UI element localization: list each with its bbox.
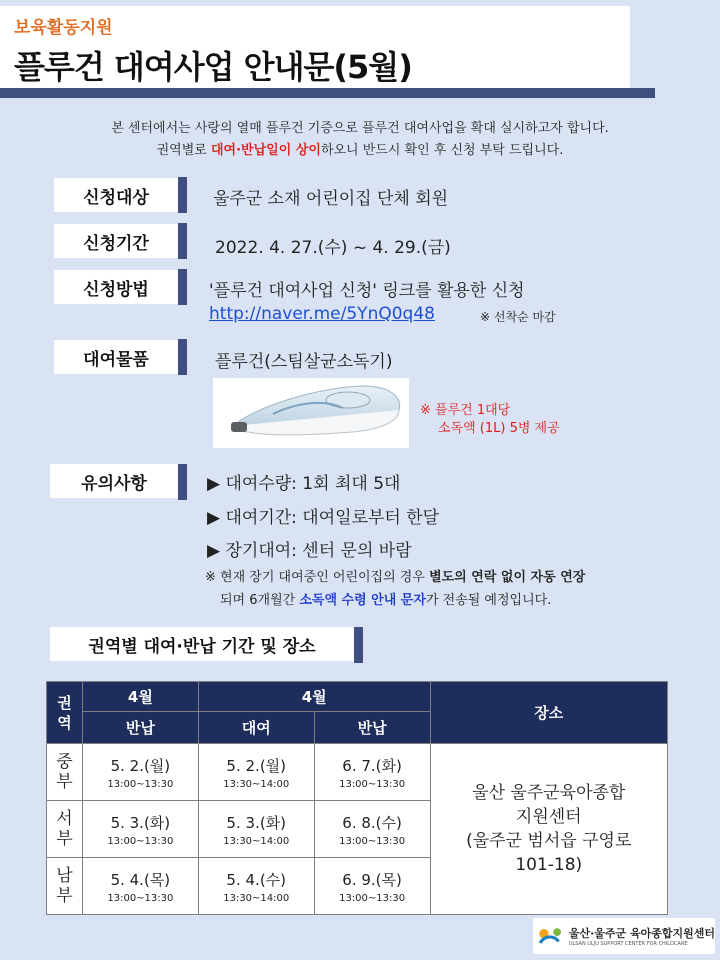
method-value: '플루건 대여사업 신청' 링크를 활용한 신청 [209,281,525,301]
method-label-bar [178,269,187,305]
apply-link[interactable]: http://naver.me/5YnQ0q48 [209,304,435,324]
apr-header: 4월 [82,682,198,712]
caution-bold: 별도의 연락 없이 자동 연장 [429,570,586,585]
intro-line2-pre: 권역별로 [156,143,211,158]
date-cell: 6. 8.(수) 13:00~13:30 [314,801,430,858]
caution-line-2 [220,590,551,612]
rent-header: 대여 [198,712,314,744]
caution-pre: ※ 현재 장기 대여중인 어린이집의 경우 [205,570,430,585]
notice-bullet-1-text: 대여수량: 1회 최대 5대 [225,474,401,494]
place-line-3: (울주군 범서읍 구영로 [466,831,632,851]
page-title: 플루건 대여사업 안내문(5월) [14,48,412,86]
center-logo [533,918,715,954]
item-note-1: ※ 플루건 1대당 [420,403,511,418]
item-label: 대여물품 [54,340,178,374]
header-subtitle: 보육활동지원 [14,18,113,38]
method-label: 신청방법 [54,270,178,304]
item-label-bar [178,339,187,375]
schedule-table [46,681,668,915]
notice-bullet-1: ▶ 대여수량: 1회 최대 5대 [207,474,401,494]
item-note-2: 소독액 (1L) 5병 제공 [438,421,560,436]
region-cell: 남부 [47,858,83,915]
flugun-product-image [213,378,409,448]
return2-header: 반납 [314,712,430,744]
caution-line-1 [205,567,585,589]
flugun-device-illustration [213,378,409,448]
target-label-bar [178,177,187,213]
date-cell: 5. 4.(수) 13:30~14:00 [198,858,314,915]
schedule-label: 권역별 대여·반납 기간 및 장소 [50,627,354,661]
date-cell: 5. 4.(목) 13:00~13:30 [82,858,198,915]
place-line-2: 지원센터 [515,807,582,827]
date-cell: 6. 7.(화) 13:00~13:30 [314,744,430,801]
date-cell: 5. 3.(화) 13:30~14:00 [198,801,314,858]
title-underline [0,88,655,98]
place-line-4: 101-18) [515,855,583,875]
schedule-label-bar [354,627,363,663]
notice-label: 유의사항 [50,464,178,498]
date-cell: 6. 9.(목) 13:00~13:30 [314,858,430,915]
date-cell: 5. 2.(월) 13:00~13:30 [82,744,198,801]
notice-bullet-3: ▶ 장기대여: 센터 문의 바람 [207,541,412,561]
place-cell [430,744,667,915]
date-cell: 5. 2.(월) 13:30~14:00 [198,744,314,801]
caution2-post: 가 전송될 예정입니다. [425,593,552,608]
item-value: 플루건(스팀살균소독기) [215,352,393,372]
table-row [47,744,668,801]
notice-bullet-3-text: 장기대여: 센터 문의 바람 [225,541,412,561]
caution2-blue: 소독액 수령 안내 문자 [299,593,426,608]
region-cell: 서부 [47,801,83,858]
intro-line2-post: 하오니 반드시 확인 후 신청 부탁 드립니다. [320,143,564,158]
first-come-note: ※ 선착순 마감 [480,310,556,324]
region-cell: 중부 [47,744,83,801]
logo-text: 울산·울주군 육아종합지원센터 [568,927,715,940]
target-value: 울주군 소재 어린이집 단체 회원 [213,189,449,209]
region-header: 권역 [47,682,83,744]
period-value: 2022. 4. 27.(수) ~ 4. 29.(금) [215,238,451,258]
notice-bullet-2: ▶ 대여기간: 대여일로부터 한달 [207,508,440,528]
apr2-header: 4월 [198,682,430,712]
place-line-1: 울산 울주군육아종합 [472,783,626,803]
intro-line1: 본 센터에서는 사랑의 열매 플루건 기증으로 플루건 대여사업을 확대 실시하고자 합니다. [111,121,609,136]
caution2-pre: 되며 6개월간 [220,593,300,608]
date-cell: 5. 3.(화) 13:00~13:30 [82,801,198,858]
intro-text [0,118,720,162]
notice-bullet-2-text: 대여기간: 대여일로부터 한달 [225,508,440,528]
intro-highlight: 대여·반납일이 상이 [211,143,321,158]
center-logo-icon [537,921,565,951]
intro-line2 [0,140,720,162]
period-label: 신청기간 [54,224,178,258]
logo-subtext: ULSAN ULJU SUPPORT CENTER FOR CHILDCARE [568,941,688,947]
period-label-bar [178,223,187,259]
place-header: 장소 [430,682,667,744]
target-label: 신청대상 [54,178,178,212]
return-header: 반납 [82,712,198,744]
notice-label-bar [178,464,187,500]
